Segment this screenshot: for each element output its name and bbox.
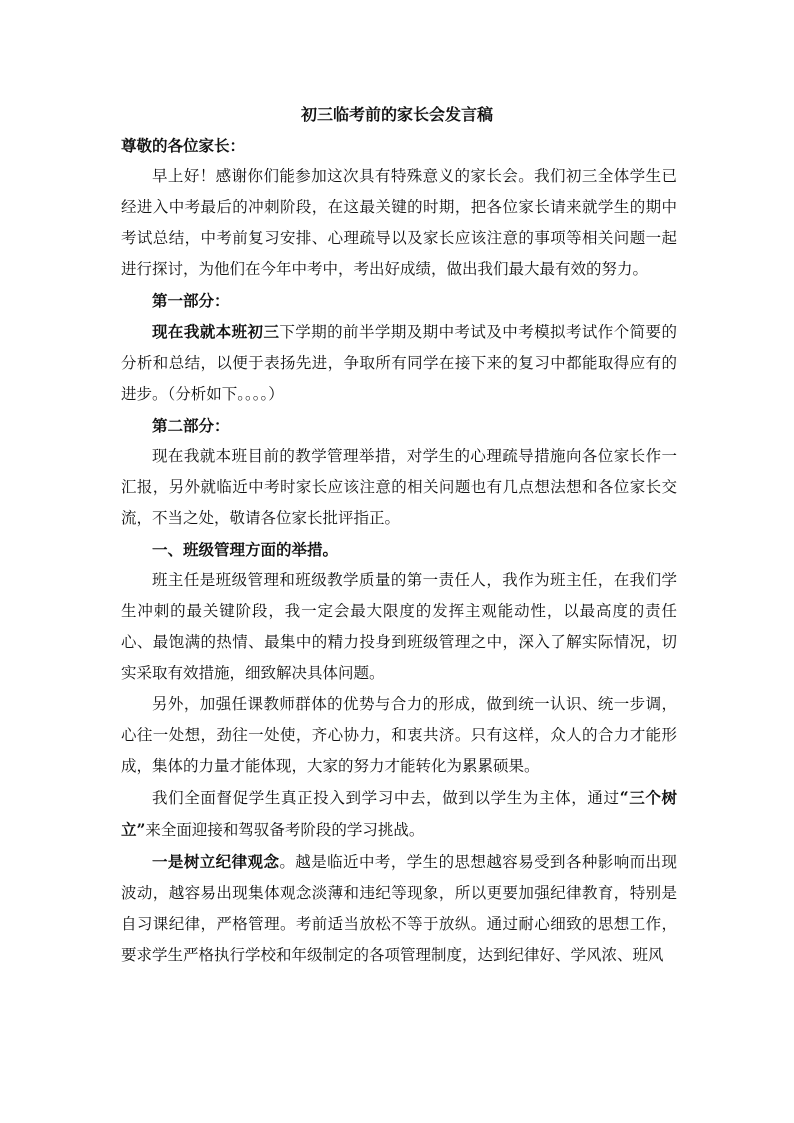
intro-paragraph: 早上好！感谢你们能参加这次具有特殊意义的家长会。我们初三全体学生已经进入中考最后的冲刺阶段，在这最关键的时期，把各位家长请来就学生的期中考试总结，中考前复习安排、心理疏导以及家长应该注意的事项等相关问题一起进行探讨，为他们在今年中考中，考出好成绩，做出我们最大最有效的努力。 (121, 167, 677, 278)
part2-paragraph: 现在我就本班目前的教学管理举措，对学生的心理疏导措施向各位家长作一汇报，另外就临近中考时家长应该注意的相关问题也有几点想法想和各位家长交流，不当之处，敬请各位家长批评指正。 (121, 447, 677, 527)
document-body (121, 130, 677, 971)
part1-paragraph (121, 316, 677, 410)
part1-bold-lead: 现在我就本班初三 (152, 322, 280, 341)
point1-text: 。越是临近中考，学生的思想越容易受到各种影响而出现波动，越容易出现集体观念淡薄和违纪等现象，所以更要加强纪律教育，特别是自习课纪律，严格管理。考前适当放松不等于放纵。通过耐心细致的思想工作，要求学生严格执行学校和年级制定的各项管理制度，达到纪律好、学风浓、班风 (121, 853, 677, 964)
para3-pre: 我们全面督促学生真正投入到学习中去，做到以学生为主体，通过 (152, 789, 620, 807)
salutation: 尊敬的各位家长： (121, 136, 246, 155)
part1-heading: 第一部分： (152, 291, 230, 310)
document-title: 初三临考前的家长会发言稿 (300, 105, 493, 124)
section1-paragraph-1: 班主任是班级管理和班级教学质量的第一责任人，我作为班主任，在我们学生冲刺的最关键阶段，我一定会最大限度的发挥主观能动性，以最高度的责任心、最饱满的热情、最集中的精力投身到班级管理之中，深入了解实际情况，切实采取有效措施，细致解决具体问题。 (121, 571, 677, 682)
point1-paragraph (121, 846, 677, 971)
section1-heading: 一、班级管理方面的举措。 (152, 540, 339, 559)
section1-paragraph-3 (121, 782, 677, 846)
part1-text: 下学期的前半学期及期中考试及中考模拟考试作个简要的分析和总结，以便于表扬先进，争取所有同学在接下来的复习中都能取得应有的进步。（分析如下。。。。） (121, 323, 677, 403)
section1-paragraph-2: 另外，加强任课教师群体的优势与合力的形成，做到统一认识、统一步调，心往一处想，劲往一处使，齐心协力，和衷共济。只有这样，众人的合力才能形成，集体的力量才能体现，大家的努力才能转化为累累硕果。 (121, 695, 677, 775)
para3-post: 来全面迎接和驾驭备考阶段的学习挑战。 (145, 821, 425, 839)
three-establishments: “三个树立” (121, 788, 677, 839)
point1-bold-lead: 一是树立纪律观念 (152, 852, 280, 871)
part2-heading: 第二部分： (152, 416, 230, 435)
